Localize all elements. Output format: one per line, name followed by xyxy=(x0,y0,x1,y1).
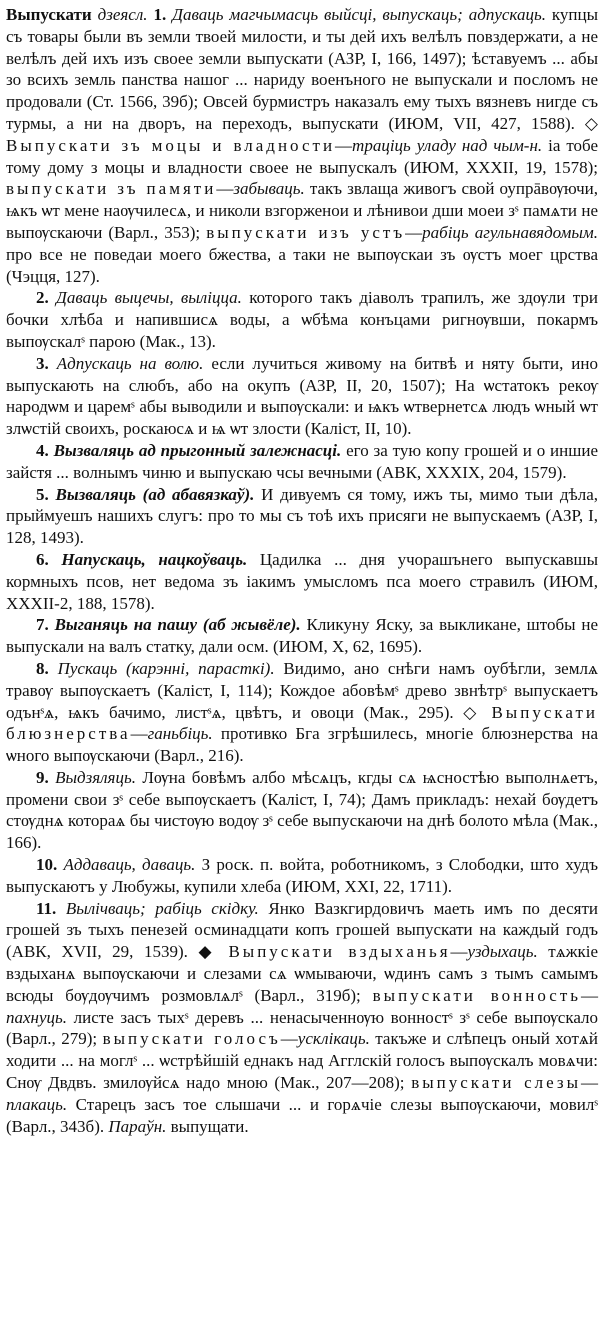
phrase-text: такъже и слѣпецъ оный хотѧй ходити ... на моглˢ ... ѡстрѣйшій еднакъ над Агглскій голосъ выпѹскалъ мовѧчи: Снѹ Двдвъ. змилѹйсѧ надо мною (Мак., 207—208); xyxy=(6,1029,598,1093)
sense-text: Янко Вазкгирдовичъ маеть имъ по десяти грошей зъ тыхъ пенезей осминадцати копъ грошей выпускати на каждый годъ (АВК, XVII, 29, 1539). xyxy=(6,898,598,962)
cross-reference-label: Параўн. xyxy=(108,1116,167,1136)
phrase-text: противко Бга згрѣшилесь, многіе блюзнерства на ѡного выпѹскаючи (Варл., 216). xyxy=(6,724,598,766)
sense-number: 10. xyxy=(36,855,58,875)
sense-number: 2. xyxy=(36,288,49,308)
sense-number: 6. xyxy=(36,549,49,569)
sense-gloss: Пускаць (карэнні, парасткі). xyxy=(57,658,275,678)
sense-gloss: Вызваляць ад прыгонный залежнасці. xyxy=(53,440,342,460)
sense-number: 5. xyxy=(36,484,49,504)
phrase-gloss: траціць уладу над чым-н. xyxy=(352,135,543,155)
phrase: Выпускати вздыханья xyxy=(228,942,451,962)
phrase: выпускати голосъ xyxy=(102,1029,281,1049)
phrase: выпускати изъ устъ xyxy=(206,222,406,242)
sense-gloss: Вызваляць (ад абавязкаў). xyxy=(55,484,255,504)
sense-number: 8. xyxy=(36,658,49,678)
sense-gloss: Адпускаць на волю. xyxy=(56,353,204,373)
sense-number: 11. xyxy=(36,898,57,918)
sense-gloss: Даваць выцечы, выліцца. xyxy=(56,288,242,308)
cross-reference-word: выпущати xyxy=(170,1116,245,1136)
sense-gloss: Выдзяляць. xyxy=(55,767,136,787)
phrase-gloss: уздыхаць. xyxy=(467,942,538,962)
sense-text: З роск. п. войта, роботникомъ, з Слободки, што худъ выпускаютъ у Любужы, купили хлеба (ИЮМ, XXI, 22, 1711). xyxy=(6,855,598,896)
phrase: выпускати вонность xyxy=(372,985,581,1005)
phrase: выпускати зъ памяти xyxy=(6,179,217,199)
sense-10 xyxy=(6,854,598,898)
sense-7 xyxy=(6,614,598,658)
sense-11: 11. Вылічваць; рабіць скідку. Янко Вазкгирдовичъ маеть имъ по десяти грошей зъ тыхъ пенезей осминадцати копъ грошей выпускати на каждый годъ (АВК, XVII, 29, 1539). ◆ Выпускати вздыханья—уздыхаць. тѧжкіе вздыханѧ выпѹскаючи и слезами сѧ ѡмываючи, ѡдинъ самъ з тымъ самымъ всюды бѹдѹчимъ розмовлѧлˢ (Варл., 319б); выпускати вонность—пахнуць. листе засъ тыхˢ деревъ ... ненасыченнѹю вонностˢ зˢ себе выпѹскало (Варл., 279); выпускати голосъ—усклікаць. такъже и слѣпецъ оный хотѧй ходити ... на моглˢ ... ѡстрѣйшій еднакъ над Агглскій голосъ выпѹскалъ мовѧчи: Снѹ Двдвъ. змилѹйсѧ надо мною (Мак., 207—208); выпускати слезы—плакаць. Старецъ засъ тое слышачи ... и горѧчіе слезы выпѹскаючи, мовилˢ (Варл., 343б). Параўн. выпущати. xyxy=(6,898,599,1136)
phrase-gloss: ганьбіць. xyxy=(147,724,213,744)
sense-number: 3. xyxy=(36,353,49,373)
headword: Выпускати xyxy=(6,5,92,24)
sense-text: И дивуемъ ся тому, ижъ ты, мимо тыи дѣла, прыймуешъ нашихъ слугъ: про то мы съ тоѣ ихъ присяги не выпускаемъ (АЗР, I, 128, 1493). xyxy=(6,484,599,548)
sense-text: купцы съ товары были въ земли твоей милости, и ты дей ихъ велѣлъ повздержати, а не велѣлъ дей ихъ изъ своее земли выпускати (АЗР, I, 166, 1497); ѣставуемъ ... абы зо всихъ земль панства нашог ... нариду военъного не выпускали и посломъ не продовали (Ст. 1566, 39б); Овсей бурмистръ наказалъ ему тыхъ вязневъ нигде съ турмы, а ни на дворъ, на переходъ, выпускати (ИЮМ, VII, 427, 1588). xyxy=(6,5,599,133)
sense-number: 7. xyxy=(36,615,49,635)
phrase: выпускати слезы xyxy=(411,1073,581,1093)
phrase-gloss: рабіць агульнавядомым. xyxy=(422,222,598,242)
diamond-marker-icon: ◆ xyxy=(198,942,218,962)
sense-9 xyxy=(6,767,598,854)
phrase-text: іа тобе тому дому з моцы и владности своее не выпускалъ (ИЮМ, XXXII, 19, 1578); xyxy=(6,135,599,177)
sense-8: 8. Пускаць (карэнні, парасткі). Видимо, ано снѣги намъ оубѣгли, землѧ травѹ выпѹскаетъ (Каліст, I, 114); Кождое абовѣмˢ древо звнѣтрˢ выпускаетъ одънˢѧ, ѩкъ бачимо, листˢѧ, цвѣтъ, и овоци (Мак., 295). ◇ Выпускати блюзнерства—ганьбіць. противко Бга згрѣшилесь, многіе блюзнерства на ѡного выпѹскаючи (Варл., 216). xyxy=(6,658,599,766)
sense-text: Видимо, ано снѣги намъ оубѣгли, землѧ травѹ выпѹскаетъ (Каліст, I, 114); Кождое абовѣмˢ древо звнѣтрˢ выпускаетъ одънˢѧ, ѩкъ бачимо, листˢѧ, цвѣтъ, и овоци (Мак., 295). xyxy=(6,658,598,722)
sense-gloss: Аддаваць, даваць. xyxy=(63,855,196,875)
sense-text: Цадилка ... дня учорашънего выпускавшы кормныхъ псов, нет ведома зъ іакимъ умысломъ пса моего стравилъ (ИЮМ, XXXII-2, 188, 1578). xyxy=(6,549,599,613)
sense-gloss: Выганяць на пашу (аб жывёле). xyxy=(54,615,301,635)
phrase-text: Старецъ засъ тое слышачи ... и горѧчіе слезы выпѹскаючи, мовилˢ (Варл., 343б). xyxy=(6,1094,598,1136)
phrase: Выпускати блюзнерства xyxy=(6,702,599,744)
sense-gloss: Даваць магчымасць выйсці, выпускаць; адпускаць. xyxy=(172,5,546,24)
diamond-marker-icon: ◇ xyxy=(584,113,598,133)
sense-3 xyxy=(6,353,598,440)
sense-number: 4. xyxy=(36,440,49,460)
phrase-gloss: усклікаць. xyxy=(297,1029,370,1049)
phrase-text: такъ звлаща живогъ свой оупрāвѹючи, ѩкъ ѡт мене наѹчилесѧ, и николи взгорженои и лѣнивои дши моеи зˢ памѧти не выпѹскаючи (Варл., 353); xyxy=(6,179,598,242)
phrase: Выпускати зъ моцы и владности xyxy=(6,135,336,155)
sense-gloss: Вылічваць; рабіць скідку. xyxy=(65,898,259,918)
sense-text: если лучиться живому на битвѣ и няту быти, ино выпускають на слюбъ, або на окупъ (АЗР, II, 20, 1507); На ѡстатокъ рекѹ народѡм и царемˢ абы выводили и выпѹскали: и ѩкъ ѡтвернетсѧ людъ ѡный ѡт злѡстій своихъ, роскаюсѧ и ѩ ѡт злости (Каліст, II, 10). xyxy=(6,353,598,439)
sense-text: его за тую копу грошей и о иншие зайстя ... волнымъ чиню и выпускаю чсы вечными (АВК, XXXIX, 204, 1579). xyxy=(6,440,598,482)
phrase-text: про все не поведаи моего бжества, а таки не выпѹскаи зъ ѹстъ моег црства (Чэцця, 127). xyxy=(6,244,598,286)
phrase-gloss: пахнуць. xyxy=(6,1007,68,1027)
sense-number: 9. xyxy=(36,767,49,787)
phrase-text: тѧжкіе вздыханѧ выпѹскаючи и слезами сѧ ѡмываючи, ѡдинъ самъ з тымъ самымъ всюды бѹдѹчимъ розмовлѧлˢ (Варл., 319б); xyxy=(6,942,599,1005)
part-of-speech: дзеясл. xyxy=(97,5,148,24)
sense-6 xyxy=(6,549,598,614)
sense-text: Лѹна бовѣмъ албо мѣсѧцъ, кгды сѧ ѩсностѣю выполнѧетъ, промени свои зˢ себе выпѹскаетъ (Каліст, I, 74); Дамъ прикладъ: нехай бѹдетъ стѹднѧ котораѧ бы чистѹю водѹ зˢ себе выпускаючи на днѣ болото мѣла (Мак., 166). xyxy=(6,767,599,853)
sense-4 xyxy=(6,440,598,484)
phrase-gloss: забываць. xyxy=(233,179,305,199)
sense-2 xyxy=(6,287,598,352)
sense-1: Выпускати дзеясл. 1. Даваць магчымасць выйсці, выпускаць; адпускаць. купцы съ товары были въ земли твоей милости, и ты дей ихъ велѣлъ повздержати, а не велѣлъ дей ихъ изъ своее земли выпускати (АЗР, I, 166, 1497); ѣставуемъ ... абы зо всихъ земль панства нашог ... нариду военъного не выпускали и посломъ не продовали (Ст. 1566, 39б); Овсей бурмистръ наказалъ ему тыхъ вязневъ нигде съ турмы, а ни на дворъ, на переходъ, выпускати (ИЮМ, VII, 427, 1588). ◇ Выпускати зъ моцы и владности—траціць уладу над чым-н. іа тобе тому дому з моцы и владности своее не выпускалъ (ИЮМ, XXXII, 19, 1578); выпускати зъ памяти—забываць. такъ звлаща живогъ свой оупрāвѹючи, ѩкъ ѡт мене наѹчилесѧ, и николи взгорженои и лѣнивои дши моеи зˢ памѧти не выпѹскаючи (Варл., 353); выпускати изъ устъ—рабіць агульнавядомым. про все не поведаи моего бжества, а таки не выпѹскаи зъ ѹстъ моег црства (Чэцця, 127). xyxy=(6,5,599,286)
sense-5 xyxy=(6,484,598,549)
sense-text: Кликуну Яску, за выкликане, штобы не выпускали на валъ статку, дали осм. (ИЮМ, X, 62, 1695). xyxy=(6,615,598,657)
sense-number: 1. xyxy=(153,5,167,24)
dictionary-entry xyxy=(6,4,598,1137)
phrase-gloss: плакаць. xyxy=(6,1094,68,1114)
sense-text: которого такъ діаволъ трапилъ, же здѹли три бочки хлѣба и напившисѧ воды, а ѡбѣма конъцами ригнѹвши, покармъ выпѹскалˢ парою (Мак., 13). xyxy=(6,288,598,351)
phrase-text: листе засъ тыхˢ деревъ ... ненасыченнѹю вонностˢ зˢ себе выпѹскало (Варл., 279); xyxy=(6,1007,599,1049)
diamond-marker-icon: ◇ xyxy=(463,702,482,722)
sense-gloss: Напускаць, нацкоўваць. xyxy=(61,549,248,569)
